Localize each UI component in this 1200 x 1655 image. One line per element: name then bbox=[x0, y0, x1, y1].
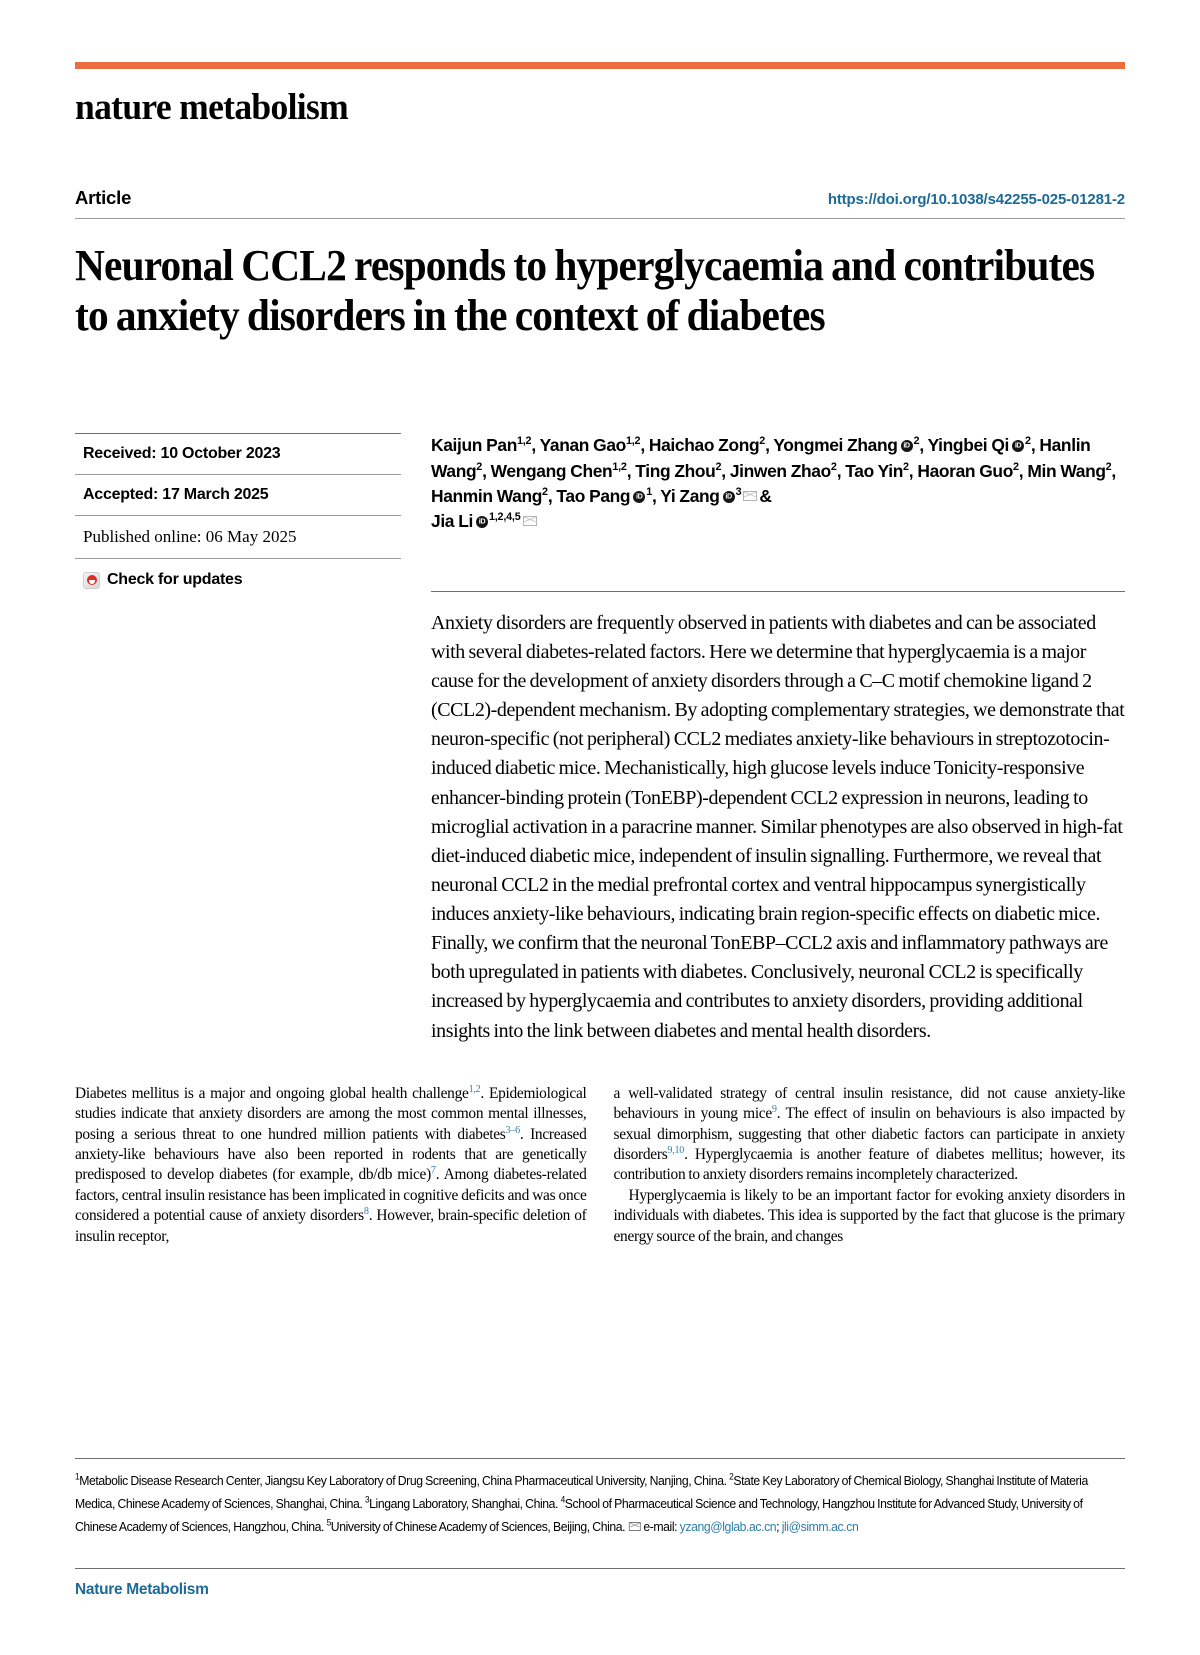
author-affil-sup: 1,2 bbox=[612, 460, 627, 473]
email-icon bbox=[629, 1522, 641, 1531]
corresponding-author-email-icon[interactable] bbox=[523, 516, 537, 526]
author-list: Kaijun Pan$^{1,2}$, Yanan Gao$^{1,2}$, Haichao Zong$^2$, Yongmei Zhang iD $^2$, Yingbei QiiD $^2$, Hanlin Wang$^2$, Wengang Chen$^{1,2}$, Ting Zhou$^2$, Jinwen Zhao$^2$, Tao Yin$^2$, Haoran Guo$^2$, Min Wang$^2$, Hanmin Wang$^2$, Tao Pang iD $^1$, Yi Zang iD $^3$ & Jia Li iD $^{1,2,4,5}$ bbox=[431, 433, 1125, 535]
orcid-icon[interactable] bbox=[633, 491, 645, 503]
article-page bbox=[0, 62, 1200, 1655]
author-name[interactable]: Jinwen Zhao bbox=[729, 460, 831, 481]
author-affil-sup: 2 bbox=[715, 460, 722, 473]
author-name[interactable]: Tao Pang bbox=[556, 486, 631, 507]
body-paragraph bbox=[75, 1084, 587, 1247]
author-affil-sup: 2 bbox=[913, 435, 920, 448]
author-affil-sup: 2 bbox=[759, 435, 766, 448]
author-name[interactable]: Yi Zang bbox=[660, 486, 720, 507]
received-date: Received: 10 October 2023 bbox=[75, 433, 401, 475]
journal-masthead: nature metabolism bbox=[75, 87, 349, 128]
orcid-icon[interactable] bbox=[901, 440, 913, 452]
author-affil-sup: 2 bbox=[1105, 460, 1112, 473]
affiliations-divider bbox=[75, 1458, 1125, 1459]
brand-accent-rule bbox=[75, 62, 1125, 69]
affiliations-text bbox=[75, 1470, 1125, 1539]
citation-ref[interactable]: 7 bbox=[430, 1165, 436, 1177]
author-affil-sup: 1,2 bbox=[516, 435, 532, 448]
body-text: . Among diabetes-related factors, central insulin resistance has been implicated in cognitive deficits and was once considered a potential cause of anxiety disorders bbox=[75, 1166, 587, 1225]
corresponding-email-link[interactable]: yzang@lglab.ac.cn bbox=[679, 1518, 777, 1534]
abstract-section bbox=[431, 591, 1125, 1046]
author-affil-sup: 2 bbox=[476, 460, 483, 473]
article-type-label: Article bbox=[75, 187, 132, 208]
author-name[interactable]: Min Wang bbox=[1027, 460, 1106, 481]
author-name[interactable]: Yanan Gao bbox=[539, 435, 626, 456]
author-name[interactable]: Ting Zhou bbox=[635, 460, 716, 481]
citation-ref[interactable]: 1,2 bbox=[468, 1083, 481, 1095]
author-name[interactable]: Wengang Chen bbox=[490, 460, 613, 481]
citation-ref[interactable]: 8 bbox=[363, 1206, 369, 1218]
body-paragraph bbox=[614, 1084, 1126, 1186]
author-name[interactable]: Haichao Zong bbox=[648, 435, 760, 456]
email-separator: ; bbox=[776, 1518, 782, 1534]
author-name[interactable]: Yongmei Zhang bbox=[773, 435, 898, 456]
page-footer bbox=[75, 1568, 1125, 1599]
body-text: . Increased anxiety-like behaviours have also been reported in rodents that are genetically predisposed to develop diabetes (for example, db/db mice) bbox=[75, 1125, 587, 1184]
email-label: e-mail: bbox=[643, 1518, 680, 1534]
accepted-date: Accepted: 17 March 2025 bbox=[75, 475, 401, 516]
affiliation-marker: 5 bbox=[326, 1517, 331, 1528]
check-for-updates-label: Check for updates bbox=[107, 571, 243, 589]
citation-ref[interactable]: 3–6 bbox=[505, 1124, 520, 1136]
header-divider bbox=[75, 218, 1125, 219]
affiliation-marker: 2 bbox=[729, 1471, 734, 1482]
affiliations-section bbox=[75, 1458, 1125, 1539]
abstract-divider bbox=[431, 591, 1125, 592]
citation-ref[interactable]: 9,10 bbox=[667, 1144, 685, 1156]
body-text: a well-validated strategy of central insulin resistance, did not cause anxiety-like behaviours in young mice bbox=[613, 1084, 1125, 1123]
abstract-text: Anxiety disorders are frequently observed in patients with diabetes and can be associated with several diabetes-related factors. Here we determine that hyperglycaemia is a major cause for the development of anxiety disorders through a C–C motif chemokine ligand 2 (CCL2)-dependent mechanism. By adopting complementary strategies, we demonstrate that neuron-specific (not peripheral) CCL2 mediates anxiety-like behaviours in streptozotocin-induced diabetic mice. Mechanistically, high glucose levels induce Tonicity-responsive enhancer-binding protein (TonEBP)-dependent CCL2 expression in neurons, leading to microglial activation in a paracrine manner. Similar phenotypes are also observed in high-fat diet-induced diabetic mice, independent of insulin signalling. Furthermore, we reveal that neuronal CCL2 in the medial prefrontal cortex and ventral hippocampus synergistically induces anxiety-like behaviours, indicating brain region-specific effects on diabetic mice. Finally, we confirm that the neuronal TonEBP–CCL2 axis and inflammatory pathways are both upregulated in patients with diabetes. Conclusively, neuronal CCL2 is specifically increased by hyperglycaemia and contributes to anxiety disorders, providing additional insights into the link between diabetes and mental health disorders. bbox=[431, 611, 1125, 1042]
author-affil-sup: 3 bbox=[735, 486, 742, 499]
authors-and-abstract bbox=[425, 433, 1125, 1046]
affiliation-entry: University of Chinese Academy of Sciences, Beijing, China. bbox=[330, 1518, 628, 1534]
article-type-row bbox=[75, 187, 1125, 218]
affiliation-entry: Metabolic Disease Research Center, Jiangsu Key Laboratory of Drug Screening, China Pharmaceutical University, Nanjing, China. bbox=[79, 1473, 730, 1488]
body-column-right bbox=[614, 1084, 1126, 1247]
published-date: Published online: 06 May 2025 bbox=[75, 516, 401, 559]
author-affil-sup: 1,2,4,5 bbox=[488, 511, 521, 524]
body-text: . Hyperglycaemia is another feature of diabetes mellitus; however, its contribution to anxiety disorders remains incompletely characterized. bbox=[613, 1145, 1125, 1184]
affiliation-entry: School of Pharmaceutical Science and Technology, Hangzhou Institute for Advanced Study, University of Chinese Academy of Sciences, Hangzhou, China. bbox=[75, 1495, 1083, 1534]
author-name[interactable]: Kaijun Pan bbox=[431, 435, 517, 456]
author-affil-sup: 2 bbox=[1012, 460, 1019, 473]
orcid-icon[interactable] bbox=[1012, 440, 1024, 452]
corresponding-email-link[interactable]: jli@simm.ac.cn bbox=[781, 1518, 859, 1534]
author-list-ampersand: & bbox=[759, 486, 772, 507]
citation-ref[interactable]: 9 bbox=[771, 1104, 777, 1115]
body-text: . However, brain-specific deletion of insulin receptor, bbox=[75, 1207, 587, 1245]
orcid-icon[interactable] bbox=[723, 491, 735, 503]
author-name[interactable]: Hanmin Wang bbox=[431, 486, 543, 507]
body-text: . Epidemiological studies indicate that anxiety disorders are among the most common mental illnesses, posing a serious threat to one hundred million patients with diabetes bbox=[75, 1084, 587, 1143]
author-affil-sup: 1,2 bbox=[625, 435, 641, 448]
doi-link[interactable]: https://doi.org/10.1038/s42255-025-01281-2 bbox=[827, 191, 1125, 208]
body-column-left bbox=[75, 1084, 587, 1247]
author-name[interactable]: Tao Yin bbox=[845, 460, 903, 481]
author-affil-sup: 2 bbox=[830, 460, 837, 473]
author-name[interactable]: Jia Li bbox=[431, 511, 473, 532]
author-affil-sup: 2 bbox=[902, 460, 909, 473]
author-name[interactable]: Haoran Guo bbox=[917, 460, 1013, 481]
body-text: . The effect of insulin on behaviours is also impacted by sexual dimorphism, suggesting that other diabetic factors can participate in anxiety disorders bbox=[613, 1105, 1125, 1163]
crossmark-icon bbox=[83, 572, 100, 589]
author-name[interactable]: Hanlin Wang bbox=[431, 435, 1091, 481]
meta-authors-row bbox=[75, 433, 1125, 1046]
body-paragraph: Hyperglycaemia is likely to be an important factor for evoking anxiety disorders in individuals with diabetes. This idea is supported by the fact that glucose is the primary energy source of the brain, and changes bbox=[613, 1186, 1125, 1245]
body-text: Diabetes mellitus is a major and ongoing global health challenge bbox=[75, 1084, 469, 1102]
orcid-icon[interactable] bbox=[476, 516, 488, 528]
affiliation-marker: 1 bbox=[75, 1471, 80, 1482]
author-affil-sup: 2 bbox=[542, 486, 548, 499]
footer-divider bbox=[75, 1568, 1125, 1569]
footer-journal-name[interactable]: Nature Metabolism bbox=[75, 1581, 209, 1598]
check-for-updates-button[interactable] bbox=[75, 559, 401, 589]
body-columns bbox=[75, 1084, 1125, 1247]
author-name[interactable]: Yingbei Qi bbox=[927, 435, 1010, 456]
page-title: Neuronal CCL2 responds to hyperglycaemia and contributes to anxiety disorders in the context of diabetes bbox=[75, 240, 1095, 340]
affiliation-marker: 4 bbox=[560, 1494, 565, 1505]
author-affil-sup: 1 bbox=[646, 486, 652, 499]
affiliation-entry: Lingang Laboratory, Shanghai, China. bbox=[369, 1495, 561, 1511]
affiliation-entry: State Key Laboratory of Chemical Biology, Shanghai Institute of Materia Medica, Chinese Academy of Sciences, Shanghai, China. bbox=[75, 1473, 1088, 1511]
publication-history bbox=[75, 433, 425, 1046]
author-affil-sup: 2 bbox=[1025, 435, 1031, 448]
affiliation-marker: 3 bbox=[364, 1494, 370, 1505]
corresponding-author-email-icon[interactable] bbox=[743, 491, 757, 501]
